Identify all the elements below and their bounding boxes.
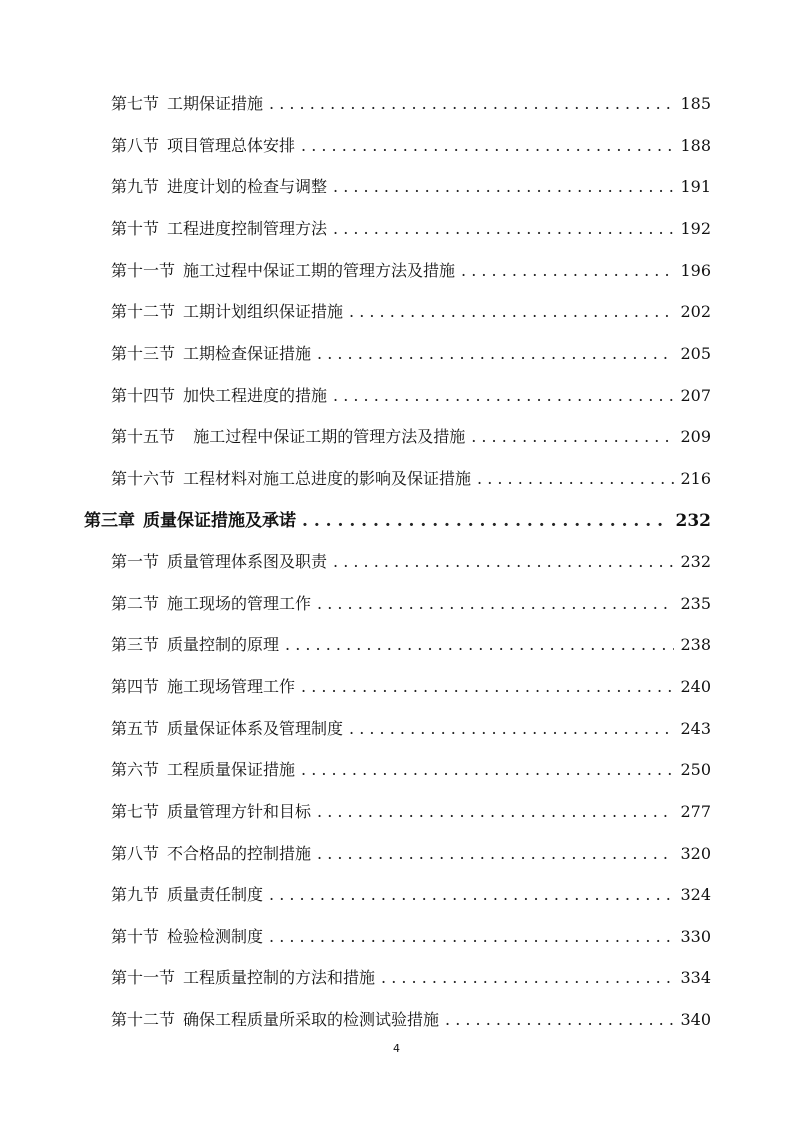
toc-entry-label (111, 339, 311, 369)
toc-entry-number: 第七节 (111, 802, 160, 821)
toc-entry-title: 质量管理体系图及职责 (167, 552, 328, 571)
toc-dot-leader (269, 880, 674, 910)
toc-entry-label (111, 89, 263, 119)
toc-entry-number: 第三章 (84, 511, 135, 531)
toc-dot-leader (471, 422, 674, 452)
toc-entry-label (111, 464, 471, 494)
toc-entry-page: 334 (680, 968, 711, 987)
toc-entry-number: 第十节 (111, 219, 160, 238)
toc-entry-page: 216 (680, 469, 711, 488)
toc-entry-page: 209 (680, 427, 711, 446)
toc-entry-number: 第十二节 (111, 1010, 176, 1029)
toc-entry-page: 320 (680, 844, 711, 863)
toc-dot-leader (333, 214, 674, 244)
toc-entry-title: 质量责任制度 (167, 885, 264, 904)
toc-entry-number: 第十六节 (111, 469, 176, 488)
toc-entry-title: 工期保证措施 (167, 94, 264, 113)
toc-entry-label (111, 422, 465, 452)
toc-dot-leader (333, 381, 674, 411)
toc-entry-title: 确保工程质量所采取的检测试验措施 (183, 1010, 440, 1029)
toc-entry-number: 第十节 (111, 927, 160, 946)
toc-dot-leader (317, 339, 674, 369)
toc-entry-label (111, 880, 263, 910)
toc-entry[interactable] (111, 256, 711, 286)
toc-entry-page: 191 (680, 177, 711, 196)
toc-entry[interactable] (111, 381, 711, 411)
toc-entry-title: 工期检查保证措施 (183, 344, 312, 363)
toc-entry-page: 277 (680, 802, 711, 821)
toc-dot-leader (333, 547, 674, 577)
toc-entry-title: 施工现场的管理工作 (167, 594, 312, 613)
toc-entry[interactable] (111, 589, 711, 619)
toc-entry-page: 188 (680, 136, 711, 155)
toc-entry-number: 第八节 (111, 844, 160, 863)
toc-entry-title: 工程进度控制管理方法 (167, 219, 328, 238)
toc-entry-number: 第八节 (111, 136, 160, 155)
toc-entry-title: 进度计划的检查与调整 (167, 177, 328, 196)
toc-entry-number: 第十二节 (111, 302, 176, 321)
toc-entry[interactable] (111, 755, 711, 785)
toc-entry-title: 质量保证措施及承诺 (143, 511, 296, 531)
toc-entry-label (111, 630, 279, 660)
toc-entry-title: 质量管理方针和目标 (167, 802, 312, 821)
toc-entry-label (111, 131, 295, 161)
toc-entry[interactable] (111, 422, 711, 452)
toc-entry[interactable] (111, 464, 711, 494)
toc-entry-number: 第十四节 (111, 386, 176, 405)
toc-dot-leader (285, 630, 674, 660)
toc-entry-number: 第六节 (111, 760, 160, 779)
toc-entry[interactable] (111, 630, 711, 660)
toc-entry-page: 207 (680, 386, 711, 405)
toc-entry-title: 质量控制的原理 (167, 635, 280, 654)
toc-entry[interactable] (111, 963, 711, 993)
toc-entry-label (111, 797, 311, 827)
toc-entry-title: 施工过程中保证工期的管理方法及措施 (183, 427, 466, 446)
toc-entry-title: 工程质量保证措施 (167, 760, 296, 779)
toc-entry-title: 不合格品的控制措施 (167, 844, 312, 863)
toc-entry-title: 项目管理总体安排 (167, 136, 296, 155)
toc-entry[interactable] (111, 214, 711, 244)
toc-entry[interactable] (111, 880, 711, 910)
toc-entry-label (111, 589, 311, 619)
toc-entry-label (111, 839, 311, 869)
toc-entry-number: 第二节 (111, 594, 160, 613)
toc-entry-label (111, 672, 295, 702)
toc-entry-number: 第一节 (111, 552, 160, 571)
toc-entry-title: 工程材料对施工总进度的影响及保证措施 (183, 469, 472, 488)
toc-entry-page: 250 (680, 760, 711, 779)
toc-entry[interactable] (111, 839, 711, 869)
toc-entry-label (84, 506, 296, 536)
toc-entry[interactable] (111, 297, 711, 327)
toc-entry-number: 第十三节 (111, 344, 176, 363)
toc-entry-page: 192 (680, 219, 711, 238)
toc-entry[interactable] (111, 922, 711, 952)
toc-entry-title: 施工现场管理工作 (167, 677, 296, 696)
toc-entry-page: 232 (675, 511, 711, 531)
toc-entry-page: 232 (680, 552, 711, 571)
toc-entry-title: 施工过程中保证工期的管理方法及措施 (183, 261, 456, 280)
toc-dot-leader (317, 797, 674, 827)
toc-dot-leader (269, 922, 674, 952)
toc-dot-leader (381, 963, 674, 993)
toc-dot-leader (317, 839, 674, 869)
toc-entry-label (111, 297, 343, 327)
toc-entry[interactable] (111, 672, 711, 702)
toc-entry-number: 第十一节 (111, 968, 176, 987)
toc-entry-label (111, 922, 263, 952)
toc-entry-title: 加快工程进度的措施 (183, 386, 328, 405)
toc-dot-leader (349, 297, 674, 327)
toc-entry-page: 185 (680, 94, 711, 113)
toc-entry[interactable] (111, 714, 711, 744)
toc-dot-leader (317, 589, 674, 619)
toc-entry-title: 检验检测制度 (167, 927, 264, 946)
toc-entry-page: 205 (680, 344, 711, 363)
toc-entry-number: 第四节 (111, 677, 160, 696)
toc-entry[interactable] (111, 1005, 711, 1035)
toc-entry-label (111, 755, 295, 785)
toc-entry-title: 质量保证体系及管理制度 (167, 719, 344, 738)
toc-entry-label (111, 714, 343, 744)
toc-dot-leader (477, 464, 674, 494)
toc-dot-leader (301, 131, 674, 161)
toc-entry-number: 第十一节 (111, 261, 176, 280)
toc-entry-page: 235 (680, 594, 711, 613)
toc-entry-label (111, 172, 327, 202)
toc-chapter-entry[interactable] (84, 506, 711, 536)
toc-entry-page: 238 (680, 635, 711, 654)
toc-dot-leader (349, 714, 674, 744)
toc-entry-number: 第九节 (111, 177, 160, 196)
toc-dot-leader (333, 172, 674, 202)
toc-entry-page: 324 (680, 885, 711, 904)
page-number: 4 (393, 1042, 400, 1055)
toc-dot-leader (302, 506, 670, 536)
toc-entry-label (111, 214, 327, 244)
toc-entry-page: 240 (680, 677, 711, 696)
toc-dot-leader (445, 1005, 674, 1035)
toc-entry-number: 第三节 (111, 635, 160, 654)
toc-dot-leader (269, 89, 674, 119)
toc-entry-label (111, 547, 327, 577)
toc-entry-label (111, 381, 327, 411)
toc-entry-label (111, 1005, 439, 1035)
toc-dot-leader (301, 672, 674, 702)
toc-entry[interactable] (111, 339, 711, 369)
toc-entry[interactable] (111, 89, 711, 119)
toc-entry-title: 工程质量控制的方法和措施 (183, 968, 376, 987)
toc-entry[interactable] (111, 547, 711, 577)
toc-entry-page: 330 (680, 927, 711, 946)
toc-entry-title: 工期计划组织保证措施 (183, 302, 344, 321)
toc-dot-leader (301, 755, 674, 785)
toc-entry-number: 第十五节 (111, 427, 176, 446)
toc-entry-page: 243 (680, 719, 711, 738)
toc-entry[interactable] (111, 172, 711, 202)
toc-entry-page: 196 (680, 261, 711, 280)
toc-entry-label (111, 963, 375, 993)
toc-entry-label (111, 256, 455, 286)
toc-entry-number: 第七节 (111, 94, 160, 113)
toc-entry[interactable] (111, 797, 711, 827)
toc-entry-page: 340 (680, 1010, 711, 1029)
toc-entry-number: 第五节 (111, 719, 160, 738)
toc-entry-number: 第九节 (111, 885, 160, 904)
toc-dot-leader (461, 256, 674, 286)
toc-entry-page: 202 (680, 302, 711, 321)
toc-entry[interactable] (111, 131, 711, 161)
